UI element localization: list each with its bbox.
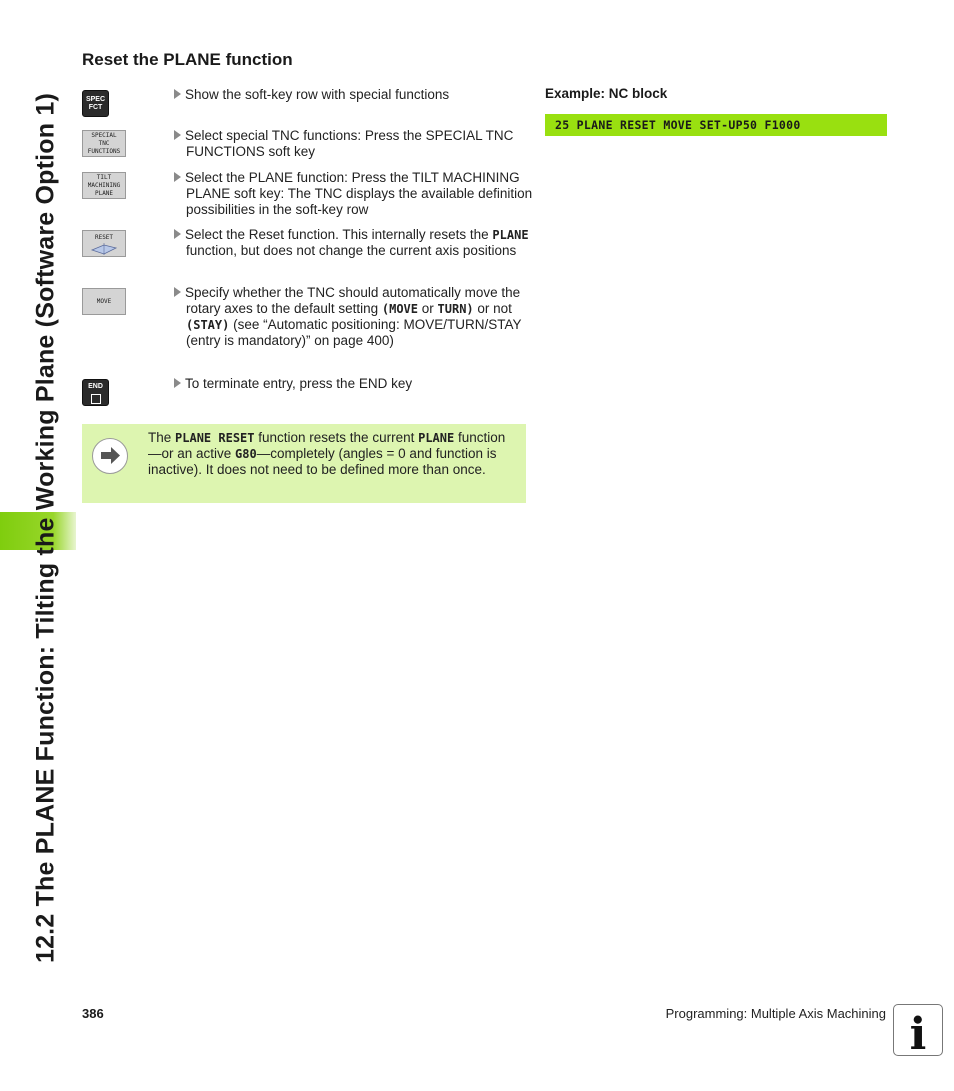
info-i-glyph — [894, 1005, 942, 1055]
arrow-right-icon — [93, 439, 126, 472]
arrow-right-icon — [174, 130, 181, 140]
tilted-plane-icon — [89, 242, 119, 256]
end-square-icon — [91, 394, 101, 404]
step-text: To terminate entry, press the END key — [174, 376, 536, 392]
chapter-side-title: 12.2 The PLANE Function: Tilting the Working Plane (Software Option 1) — [31, 92, 60, 964]
step-text: Specify whether the TNC should automatically move the rotary axes to the default setting (MOVE or TURN) or not (STAY) (see “Automatic positioning: MOVE/TURN/STAY (entry is mandatory)” on page 400) — [174, 285, 536, 349]
special-tnc-functions-softkey[interactable]: SPECIAL TNC FUNCTIONS — [82, 130, 126, 157]
tilt-machining-plane-softkey[interactable]: TILT MACHINING PLANE — [82, 172, 126, 199]
section-title: Reset the PLANE function — [82, 50, 293, 69]
nc-block-code: 25 PLANE RESET MOVE SET-UP50 F1000 — [545, 114, 887, 136]
end-key[interactable]: END — [82, 379, 109, 406]
step-text: Select the PLANE function: Press the TILT MACHINING PLANE soft key: The TNC displays the available definition possibilities in the soft-key row — [174, 170, 536, 218]
arrow-right-icon — [174, 89, 181, 99]
step-text: Show the soft-key row with special functions — [174, 87, 536, 103]
step-text: Select special TNC functions: Press the SPECIAL TNC FUNCTIONS soft key — [174, 128, 536, 160]
info-icon — [893, 1004, 943, 1056]
arrow-right-icon — [174, 287, 181, 297]
arrow-right-icon — [174, 172, 181, 182]
svg-text:i: i — [909, 1009, 927, 1055]
example-label: Example: NC block — [545, 86, 668, 101]
page-number: 386 — [82, 1006, 104, 1021]
arrow-note-icon — [92, 438, 128, 474]
spec-fct-key[interactable]: SPEC FCT — [82, 90, 109, 117]
note-text: The PLANE RESET function resets the current PLANE function—or an active G80—completely (angles = 0 and function is inactive). It does not need to be defined more than once. — [148, 430, 506, 477]
reset-softkey[interactable]: RESET — [82, 230, 126, 257]
chapter-footer: Programming: Multiple Axis Machining — [665, 1006, 886, 1021]
note-box — [82, 424, 526, 503]
arrow-right-icon — [174, 378, 181, 388]
step-text: Select the Reset function. This internally resets the PLANE function, but does not change the current axis positions — [174, 227, 536, 259]
arrow-right-icon — [174, 229, 181, 239]
move-softkey[interactable]: MOVE — [82, 288, 126, 315]
